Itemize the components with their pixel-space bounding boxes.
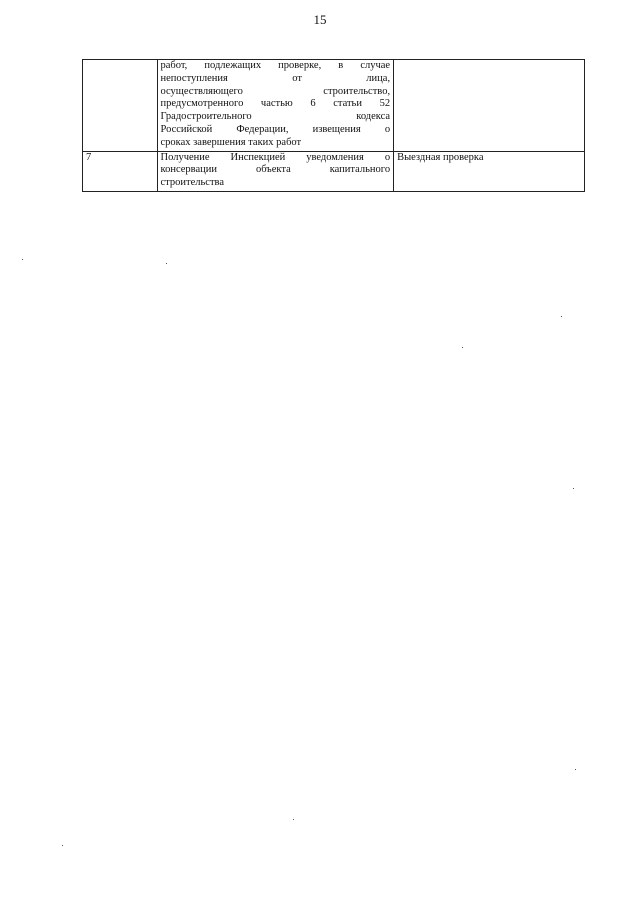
row-number-cell: 7 [83,151,158,191]
scan-speck [561,316,562,317]
row-method-cell: Выездная проверка [394,151,585,191]
description-line: осуществляющего строительство, [160,85,391,97]
scan-speck [293,819,294,820]
row-description-cell [157,60,394,152]
scan-speck [462,347,463,348]
page-number: 15 [313,12,327,27]
description-line: Градостроительного кодекса [160,111,391,123]
description-line: предусмотренного частью 6 статьи 52 [160,98,391,110]
description-line: строительства [160,177,225,189]
scan-speck [62,845,63,846]
description-line: Получение Инспекцией уведомления о [160,151,391,163]
description-line: сроках завершения таких работ [160,136,302,148]
scan-speck [573,488,574,489]
table-row [83,151,585,191]
scan-speck [22,259,23,260]
description-line: непоступления от лица, [160,72,391,84]
row-number-cell [83,60,158,152]
scan-speck [575,769,576,770]
description-line: консервации объекта капитального [160,164,391,176]
table-row [83,60,585,152]
scan-speck [166,263,167,264]
row-description-cell [157,151,394,191]
description-line: работ, подлежащих проверке, в случае [160,60,391,71]
description-line: Российской Федерации, извещения о [160,123,391,135]
row-method-cell [394,60,585,152]
inspection-table [82,59,585,192]
